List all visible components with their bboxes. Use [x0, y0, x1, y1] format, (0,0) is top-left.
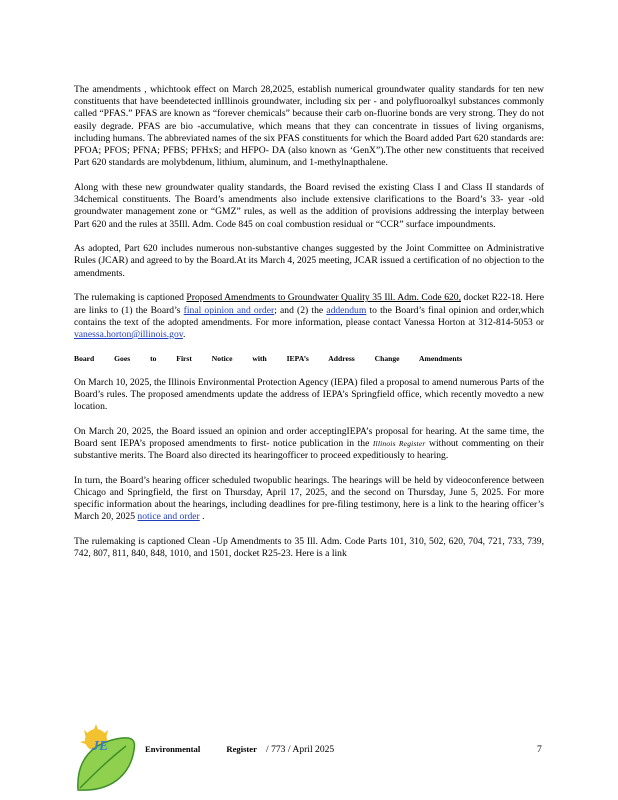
- footer-title: Environmental Register: [145, 744, 257, 754]
- final-opinion-link[interactable]: final opinion and order: [183, 304, 275, 316]
- page-number: 7: [537, 744, 542, 755]
- illinois-register-title: Illinois Register: [372, 438, 426, 448]
- paragraph-jcar: As adopted, Part 620 includes numerous non-substantive changes suggested by the Joint Committee on Administrative Rules (JCAR) and agreed to by the Board.At its March 4, 2025 meeting, JCAR issued a certification of no objection to the amendments.: [74, 243, 545, 279]
- email-link[interactable]: vanessa.horton@illinois.gov: [74, 328, 183, 340]
- paragraph-amendments-effect: The amendments , whichtook effect on March 28,2025, establish numerical groundwater quality standards for ten new constituents that have beendetected inIllinois groundwater, including six per - and polyfluoroalkyl substances commonly called “PFAS.” PFAS are known as “forever chemicals” because their carb on-fluorine bonds are very strong. They do not easily degrade. PFAS are bio -accumulative, which means that they can concentrate in tissues of living organisms, including humans. The abbreviated names of the six PFAS constituents for which the Board added Part 620 standards are: PFOA; PFOS; PFNA; PFBS; PFHxS; and HFPO- DA (also known as ‘GenX”).The other new constituents that received Part 620 standards are molybdenum, lithium, aluminum, and 1-methylnapthalene.: [74, 84, 544, 169]
- notice-and-order-link[interactable]: notice and order: [137, 511, 200, 523]
- leaf-logo-icon: [70, 720, 140, 796]
- document-body: [74, 84, 544, 573]
- paragraph-first-notice: On March 20, 2025, the Board issued an opinion and order acceptingIEPA’s proposal for hearing. At the same time, the Board sent IEPA’s proposed amendments to first- notice publication in the Illinois Register without commenting on their substantive merits. The Board also directed its hearingofficer to proceed expeditiously to hearing.: [74, 425, 544, 462]
- paragraph-hearings: In turn, the Board’s hearing officer scheduled twopublic hearings. The hearings will be held by videoconference between Chicago and Springfield, the first on Thursday, April 17, 2025, and the second on Thursday, June 5, 2025. For more specific information about the hearings, including deadlines for pre-filing testimony, here is a link to the hearing officer’s March 20, 2025 notice and order .: [74, 474, 544, 523]
- section-heading: Board Goes to First Notice with IEPA’s Address Change Amendments: [74, 353, 463, 363]
- rulemaking-caption: Proposed Amendments to Groundwater Quality 35 Ill. Adm. Code 620,: [186, 292, 461, 304]
- paragraph-rulemaking-caption: The rulemaking is captioned Proposed Amendments to Groundwater Quality 35 Ill. Adm. Code 620, docket R22-18. Here are links to (1) the Board’s final opinion and order; and (2) the addendum to the Board’s final opinion and order,which contains the text of the adopted amendments. For more information, please contact Vanessa Horton at 312-814-5053 or vanessa.horton@illinois.gov.: [74, 292, 545, 340]
- logo-text: JE: [92, 739, 109, 754]
- footer-issue: / 773 / April 2025: [266, 744, 335, 755]
- paragraph-iepa-proposal: On March 10, 2025, the Illinois Environmental Protection Agency (IEPA) filed a proposal to amend numerous Parts of the Board’s rules. The proposed amendments update the address of IEPA’s Springfield office, which recently movedto a new location.: [74, 376, 544, 413]
- page-footer: [0, 718, 618, 800]
- paragraph-cleanup-caption: The rulemaking is captioned Clean -Up Amendments to 35 Ill. Adm. Code Parts 101, 310, 502, 620, 704, 721, 733, 739, 742, 807, 811, 840, 848, 1010, and 1501, docket R25-23. Here is a link: [74, 536, 544, 560]
- addendum-link[interactable]: addendum: [326, 304, 367, 316]
- paragraph-class-standards: Along with these new groundwater quality standards, the Board revised the existing Class I and Class II standards of 34chemical constituents. The Board’s amendments also include extensive clarifications to the Board’s 33- year -old groundwater management zone or “GMZ” rules, as well as the addition of provisions addressing the interplay between Part 620 and the rules at 35Ill. Adm. Code 845 on coal combustion residual or “CCR” surface impoundments.: [74, 181, 544, 230]
